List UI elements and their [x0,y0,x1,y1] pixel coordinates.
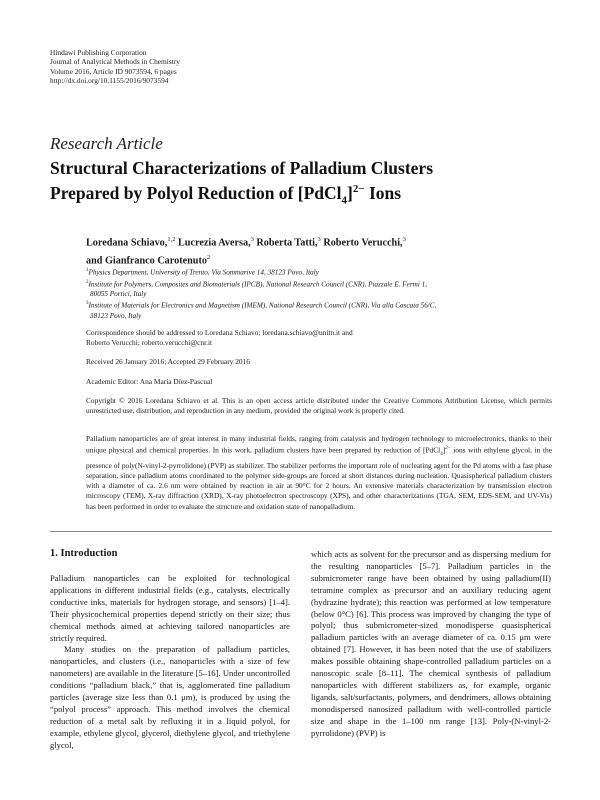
article-type: Research Article [50,134,163,153]
academic-editor: Academic Editor: Ana María Díez-Pascual [86,377,213,386]
author-name[interactable]: Lucrezia Aversa, [175,237,251,249]
title-line-1: Structural Characterizations of Palladium Clusters [50,158,434,178]
author-line-1 [86,232,556,250]
correspondence-line-2: Roberto Verucchi; roberto.verucchi@cnr.it [86,338,213,347]
affiliation-item: $^1$Physics Department, University of Trento, Via Sommarive 14, 38123 Povo, Italy [86,268,319,277]
correspondence-note [86,328,556,348]
author-list [86,232,556,269]
author-affiliation-mark: 3 [317,236,321,243]
paragraph: Palladium nanoparticles can be exploited for technological applications in different industrial fields (e.g., catalysts, electrically conductive inks, materials for hydrogen storage, and sensors) [1–4]. Their physicochemical properties depend strictly on their size; thus chemical methods aimed at achieving tailored nanoparticles are strictly required. [50,573,290,643]
copyright-notice: Copyright © 2016 Loredana Schiavo et al. This is an open access article distributed under the Creative Commons Attribution License, which permits unrestricted use, distribution, and reproduction in any medium, provided the original work is properly cited. [86,396,552,416]
author-name[interactable]: and Gianfranco Carotenuto [86,255,207,267]
article-title [50,158,570,211]
author-affiliation-mark: 3 [402,236,406,243]
affiliation-item: $^3$Institute of Materials for Electronics and Magnetism (IMEM), National Research Council (CNR), Via alla Cascata 56/C, 38123 Povo, Italy [86,301,437,320]
correspondence-line-1: Correspondence should be addressed to Loredana Schiavo; loredana.schiavo@unitn.it and [86,328,353,337]
volume-info: Volume 2016, Article ID 9073594, 6 pages [50,66,177,76]
doi-link[interactable]: http://dx.doi.org/10.1155/2016/9073594 [50,75,169,85]
paragraph: which acts as solvent for the precursor and as dispersing medium for the resulting nanoparticles [5–7]. Palladium particles in the submicrometer range have been obtained by using palladium(II) tetramine complex as precursor and an auxiliary reducing agent (hydrazine hydrate); this reaction was performed at low temperature (below 0°C) [6]. This process was improved by changing the type of polyol; thus submicrometer-sized monodisperse quasispherical palladium particles with an average diameter of ca. 0.15 μm were obtained [7]. However, it has been noted that the use of stabilizers makes possible obtaining shape-controlled palladium particles on a nanoscopic scale [8–11]. The chemical synthesis of palladium nanoparticles with different stabilizers as, for example, organic ligands, salt/surfactants, polymers, and dendrimers, allows obtaining monodispersed nanosized palladium with well-controlled particle size and shape in the 1–100 nm range [13]. Poly-(N-vinyl-2-pyrrolidone) (PVP) is [311,549,551,738]
title-line-2: Prepared by Polyol Reduction of [PdCl$_4$]$^{2-}$ Ions [50,182,402,207]
paragraph: Many studies on the preparation of palladium particles, nanoparticles, and clusters (i.e., nanoparticles with a size of few nanometers) are available in the literature [5–16]. Under uncontrolled conditions “palladium black,” that is, agglomerated fine palladium particles (average size less than 0.1 μm), is produced by using the “polyol process” approach. This method involves the chemical reduction of a metal salt by refluxing it in a liquid polyol, for example, ethylene glycol, glycerol, diethylene glycol, and triethylene glycol, [50,644,290,750]
publisher-name: Hindawi Publishing Corporation [50,48,147,57]
body-column-right [311,549,551,740]
author-name[interactable]: Loredana Schiavo, [86,237,168,249]
section-divider [50,531,552,532]
body-column-left [50,573,290,752]
author-name[interactable]: Roberto Verucchi, [320,237,403,249]
abstract: Palladium nanoparticles are of great interest in many industrial fields, ranging from catalysis and hydrogen technology to microelectronics, thanks to their unique physical and chemical properties. In this work, palladium clusters have been prepared by reduction of [PdCl$_4$]$^{2-}$ ions with ethylene glycol, in the presence of poly(N-vinyl-2-pyrrolidone) (PVP) as stabilizer. The stabilizer performs the important role of nucleating agent for the Pd atoms with a fast phase separation, since palladium atoms coordinated to the polymer side-groups are forced at short distances during nucleation. Quasispherical palladium clusters with a diameter of ca. 2.6 nm were obtained by reaction in air at 90°C for 2 hours. An extensive materials characterization by transmission electron microscopy (TEM), X-ray diffraction (XRD), X-ray photoelectron spectroscopy (XPS), and other characterizations (TGA, SEM, EDS-SEM, and UV-Vis) has been performed in order to evaluate the structure and oxidation state of nanopalladium. [86,434,552,511]
author-name[interactable]: Roberta Tatti, [253,237,318,249]
author-affiliation-mark: 1,2 [167,236,176,243]
received-dates: Received 26 January 2016; Accepted 29 February 2016 [86,357,250,366]
journal-name: Journal of Analytical Methods in Chemistry [50,57,180,67]
section-heading-introduction: 1. Introduction [50,548,118,559]
author-affiliation-mark: 3 [250,236,254,243]
author-affiliation-mark: 2 [206,254,211,262]
affiliation-item: $^2$Institute for Polymers, Composites and Biomaterials (IPCB), National Research Council (CNR), Piazzale E. Fermi 1, 80055 Portici, Italy [86,279,428,299]
journal-header [50,48,180,85]
affiliation-list [86,266,566,321]
